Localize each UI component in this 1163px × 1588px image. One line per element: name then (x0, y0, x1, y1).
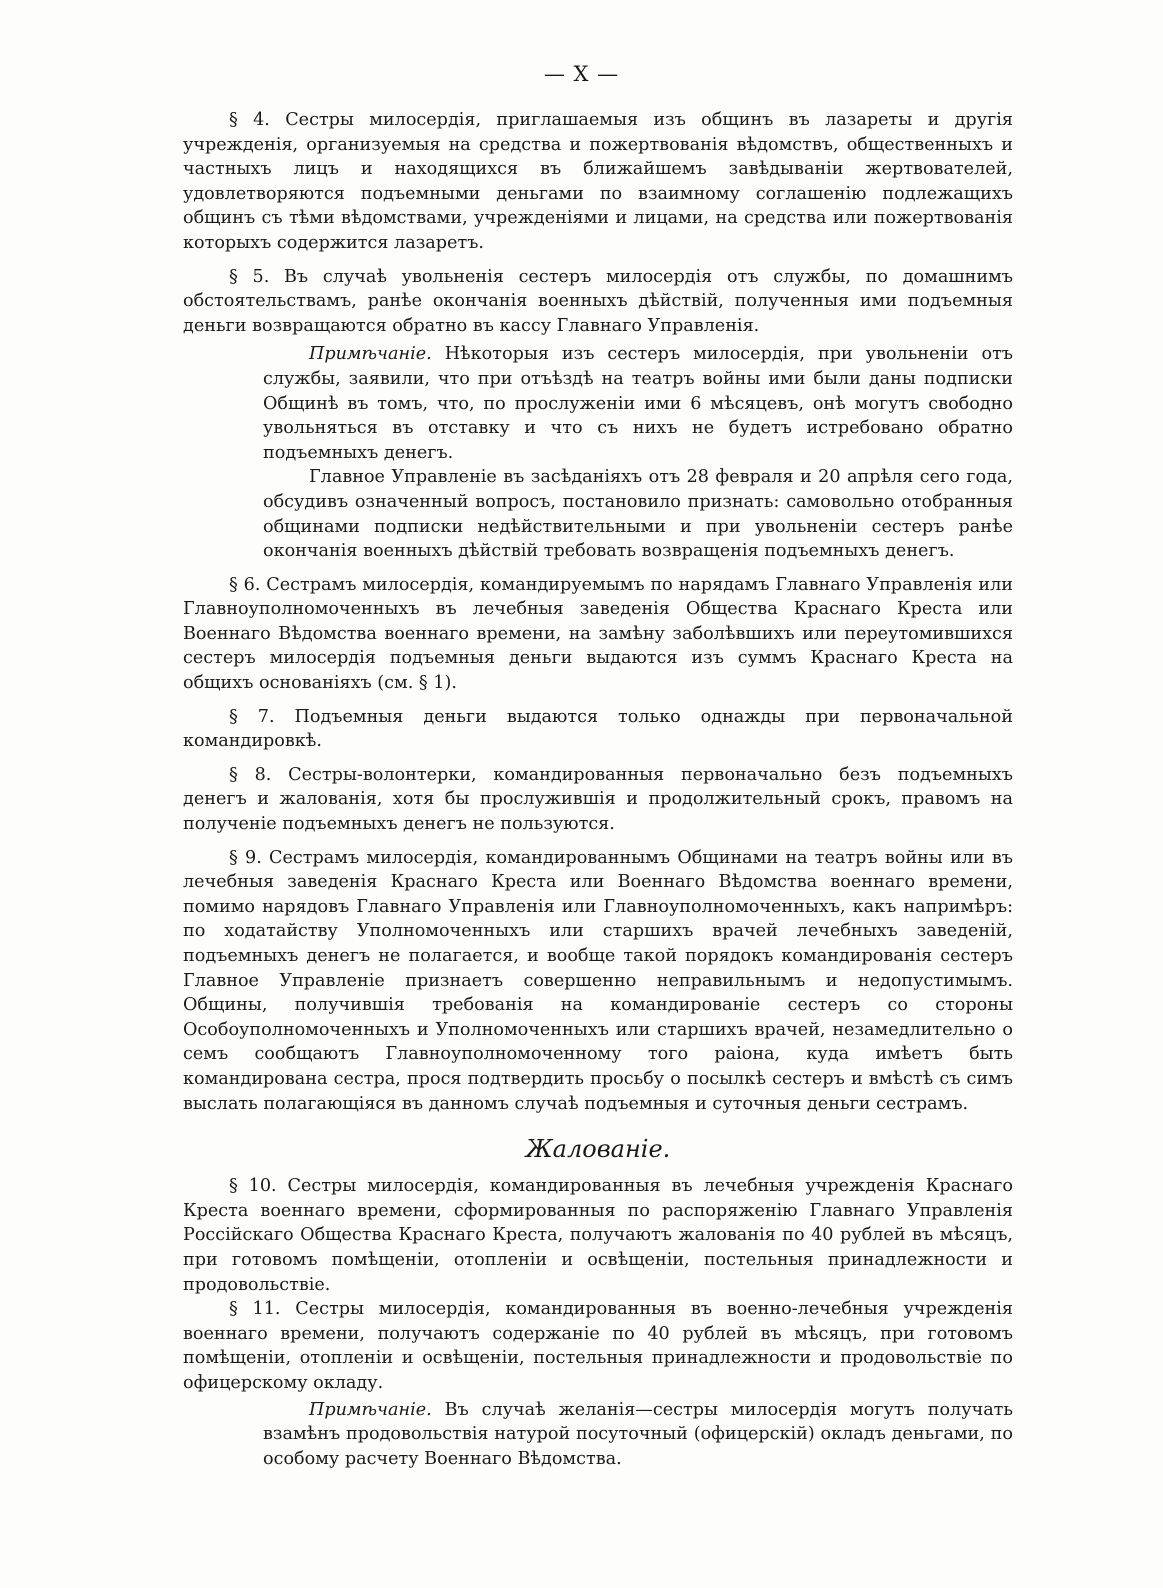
paragraph-4: § 4. Сестры милосердія, приглашаемыя изъ общинъ въ лазареты и другія учрежденія, организуемыя на средства и пожертвованія вѣдомствъ, общественныхъ и частныхъ лицъ и находящихся въ ближайшемъ завѣдываніи жертвователей, удовлетворяются подъемными деньгами по взаимному соглашенію подлежащихъ общинъ съ тѣми вѣдомствами, учрежденіями и лицами, на средства или пожертвованія которыхъ содержится лазаретъ. (183, 110, 1013, 253)
paragraph-5: § 5. Въ случаѣ увольненія сестеръ милосердія отъ службы, по домашнимъ обстоятельствамъ, ранѣе окончанія военныхъ дѣйствій, полученныя ими подъемныя деньги возвращаются обратно въ кассу Главнаго Управленія. (183, 266, 1013, 336)
note-label: Примѣчаніе. (309, 1399, 432, 1420)
paragraph-8: § 8. Сестры-волонтерки, командированныя первоначально безъ подъемныхъ денегъ и жалованія, хотя бы прослужившія и продолжительный срокъ, правомъ на полученіе подъемныхъ денегъ не пользуются. (183, 764, 1013, 835)
note-paragraph-5 (183, 342, 1013, 563)
page-body (183, 108, 1013, 1480)
note-text: Нѣкоторыя изъ сестеръ милосердія, при увольненіи отъ службы, заявили, что при отъѣздѣ на театръ войны ими были даны подписки Общинѣ въ томъ, что, по прослуженіи ими 6 мѣсяцевъ, онѣ могутъ свободно увольняться въ отставку и что съ нихъ не будетъ истребовано обратно подъемныхъ денегъ. (263, 344, 1013, 463)
page-number: — X — (543, 62, 620, 86)
paragraph-7: § 7. Подъемныя деньги выдаются только однажды при первоначальной командировкѣ. (183, 706, 1013, 752)
paragraph-6: § 6. Сестрамъ милосердія, командируемымъ по нарядамъ Главнаго Управленія или Главноуполномоченныхъ въ лечебныя заведенія Общества Краснаго Креста или Военнаго Вѣдомства военнаго времени, на замѣну заболѣвшихъ или переутомившихся сестеръ милосердія подъемныя деньги выдаются изъ суммъ Краснаго Креста на общихъ основаніяхъ (см. § 1). (183, 574, 1013, 694)
note-paragraph-11 (183, 1398, 1013, 1472)
paragraph-9: § 9. Сестрамъ милосердія, командированнымъ Общинами на театръ войны или въ лечебныя заведенія Краснаго Креста или Военнаго Вѣдомства военнаго времени, помимо нарядовъ Главнаго Управленія или Главноуполномоченныхъ, какъ напримѣръ: по ходатайству Уполномоченныхъ или старшихъ врачей лечебныхъ заведеній, подъемныхъ денегъ не полагается, и вообще такой порядокъ командированія сестеръ Главное Управленіе признаетъ совершенно неправильнымъ и недопустимымъ. Общины, получившія требованія на командированіе сестеръ со стороны Особоуполномоченныхъ и Уполномоченныхъ или старшихъ врачей, незамедлительно о семъ сообщаютъ Главноуполномоченному того раіона, куда имѣетъ быть командирована сестра, прося подтвердить просьбу о посылкѣ сестеръ и вмѣстѣ съ симъ выслать полагающіяся въ данномъ случаѣ подъемныя и суточныя деньги сестрамъ. (183, 847, 1013, 1114)
note-label: Примѣчаніе. (309, 344, 432, 365)
note-text: Въ случаѣ желанія—сестры милосердія могутъ получать взамѣнъ продовольствія натурой посуточный (офицерскій) окладъ деньгами, по особому расчету Военнаго Вѣдомства. (263, 1399, 1013, 1469)
paragraph-10: § 10. Сестры милосердія, командированныя въ лечебныя учрежденія Краснаго Креста военнаго времени, сформированныя по распоряженію Главнаго Управленія Россійскаго Общества Краснаго Креста, получаютъ жалованія по 40 рублей въ мѣсяцъ, при готовомъ помѣщеніи, отопленіи и освѣщеніи, постельныя принадлежности и продовольствіе. (183, 1176, 1013, 1295)
paragraph-11: § 11. Сестры милосердія, командированныя въ военно-лечебныя учрежденія военнаго времени, получаютъ содержаніе по 40 рублей въ мѣсяцъ, при готовомъ помѣщеніи, отопленіи и освѣщеніи, постельныя принадлежности и продовольствіе по офицерскому окладу. (183, 1299, 1013, 1393)
note-resolution: Главное Управленіе въ засѣданіяхъ отъ 28 февраля и 20 апрѣля сего года, обсудивъ означенный вопросъ, постановило признать: самовольно отобранныя общинами подписки недѣйствительными и при увольненіи сестеръ ранѣе окончанія военныхъ дѣйствій требовать возвращенія подъемныхъ денегъ. (263, 467, 1013, 562)
section-heading-salary: Жалованіе. (525, 1135, 671, 1164)
